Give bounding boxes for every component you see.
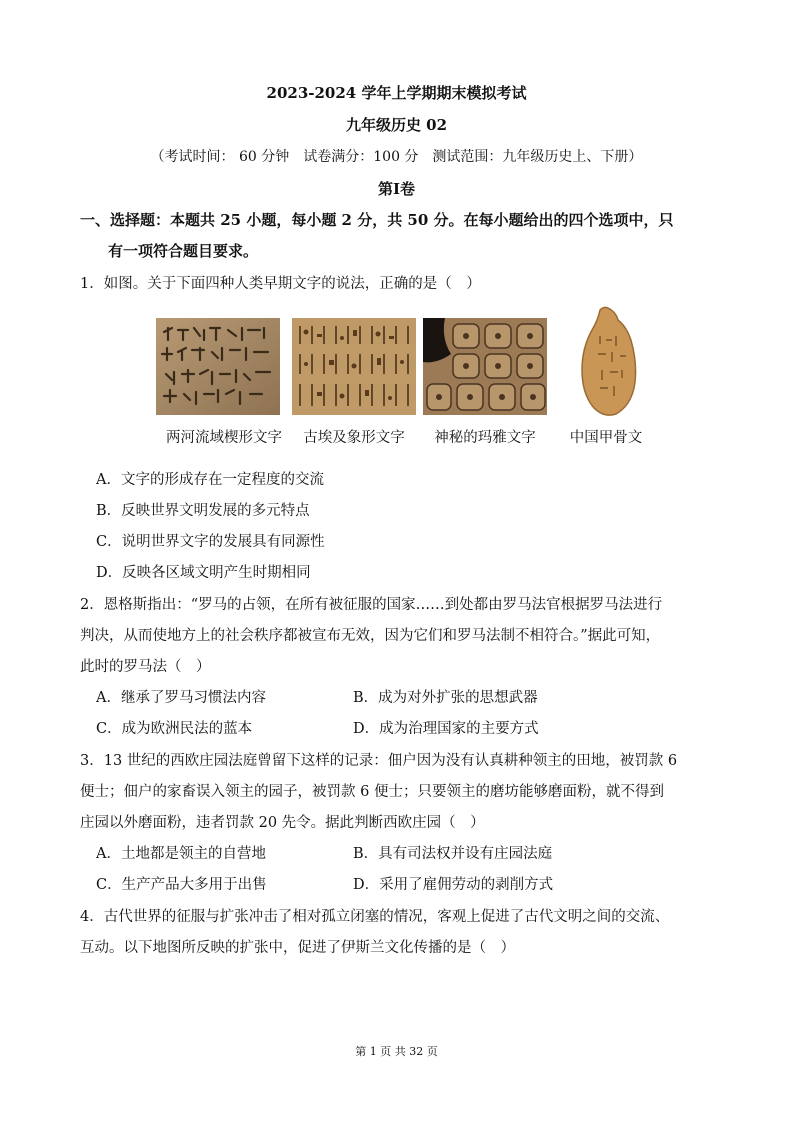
- page-footer: 第 1 页 共 32 页: [355, 1045, 438, 1058]
- q1-option-a: A．文字的形成存在一定程度的交流: [96, 472, 324, 488]
- q2-line2: 判决，从而使地方上的社会秩序都被宣布无效，因为它们和罗马法制不相符合。”据此可知，: [80, 628, 661, 644]
- q1-option-d: D．反映各区域文明产生时期相同: [96, 565, 311, 581]
- exam-title: 2023-2024 学年上学期期末模拟考试: [266, 84, 527, 102]
- q1-option-b: B．反映世界文明发展的多元特点: [96, 503, 310, 519]
- q2-option-c: C．成为欧洲民法的蓝本: [96, 721, 253, 737]
- q3-option-a: A．土地都是领主的自营地: [96, 846, 266, 862]
- cuneiform-image: [156, 318, 280, 415]
- caption-hieroglyph: 古埃及象形文字: [303, 430, 405, 446]
- caption-oracle-bone: 中国甲骨文: [569, 430, 643, 446]
- section-heading-line1: 一、选择题：本题共 25 小题，每小题 2 分，共 50 分。在每小题给出的四个选项中，只: [80, 211, 674, 229]
- q4-line2: 互动。以下地图所反映的扩张中，促进了伊斯兰文化传播的是（ ）: [80, 940, 515, 956]
- q1-option-c: C．说明世界文字的发展具有同源性: [96, 534, 325, 550]
- hieroglyph-image: [292, 318, 416, 415]
- q3-line1: 3．13 世纪的西欧庄园法庭曾留下这样的记录：佃户因为没有认真耕种领主的田地，被罚款 6: [80, 753, 678, 769]
- q3-option-b: B．具有司法权并设有庄园法庭: [353, 846, 553, 862]
- caption-cuneiform: 两河流域楔形文字: [166, 430, 282, 446]
- q4-line1: 4．古代世界的征服与扩张冲击了相对孤立闭塞的情况，客观上促进了古代文明之间的交流、: [80, 909, 670, 925]
- q3-line3: 庄园以外磨面粉，违者罚款 20 先令。据此判断西欧庄园（ ）: [80, 815, 485, 831]
- q2-line1: 2．恩格斯指出：“罗马的占领，在所有被征服的国家……到处都由罗马法官根据罗马法进行: [80, 597, 663, 613]
- q3-option-c: C．生产产品大多用于出售: [96, 877, 267, 893]
- q2-option-b: B．成为对外扩张的思想武器: [353, 690, 538, 706]
- section-heading-line2: 有一项符合题目要求。: [108, 242, 259, 260]
- caption-maya: 神秘的玛雅文字: [434, 430, 536, 446]
- q1-stem: 1．如图。关于下面四种人类早期文字的说法，正确的是（ ）: [80, 276, 481, 292]
- q3-option-d: D．采用了雇佣劳动的剥削方式: [353, 877, 554, 893]
- q2-option-a: A．继承了罗马习惯法内容: [96, 690, 266, 706]
- exam-subtitle: 九年级历史 02: [345, 116, 448, 134]
- oracle-bone-image: [580, 306, 640, 418]
- exam-info: （考试时间： 60 分钟 试卷满分：100 分 测试范围：九年级历史上、下册）: [150, 149, 643, 165]
- part-heading: 第Ⅰ卷: [377, 180, 416, 198]
- q2-option-d: D．成为治理国家的主要方式: [353, 721, 539, 737]
- maya-glyph-image: [423, 318, 547, 415]
- q2-line3: 此时的罗马法（ ）: [80, 659, 211, 675]
- q3-line2: 便士；佃户的家畜误入领主的园子，被罚款 6 便士；只要领主的磨坊能够磨面粉，就不得到: [80, 784, 664, 800]
